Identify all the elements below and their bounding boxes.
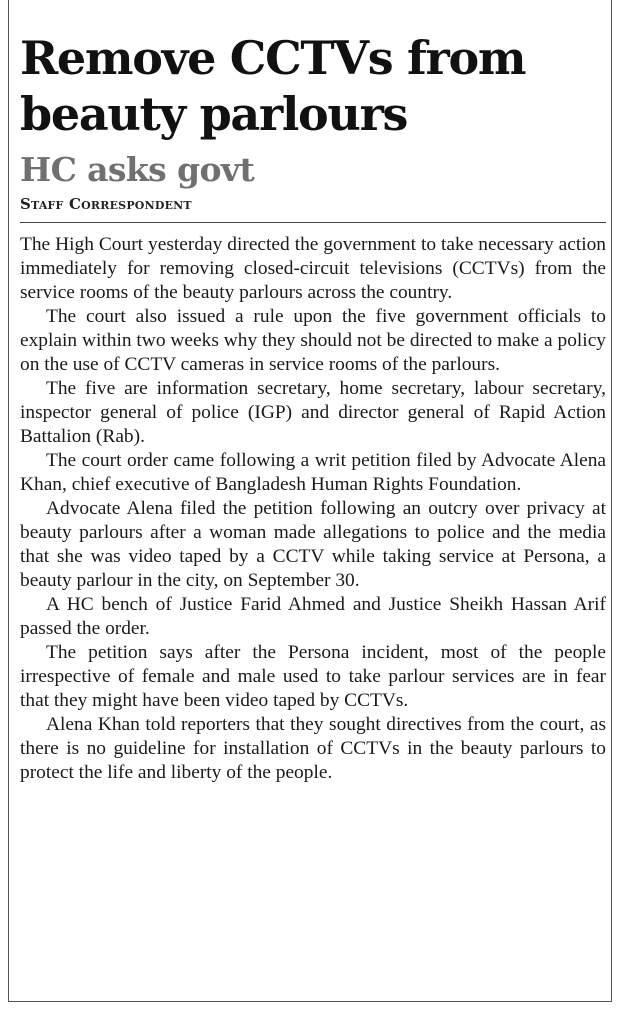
news-clipping [8, 0, 612, 1002]
byline-divider [20, 222, 606, 223]
paragraph-1: The High Court yesterday directed the government to take necessary action immediately for removing closed-circuit televisions (CCTVs) from the service rooms of the beauty parlours across the country. [20, 234, 606, 303]
headline: Remove CCTVs from beauty parlours [20, 31, 526, 141]
article [20, 30, 606, 785]
subheadline: HC asks govt [20, 150, 255, 189]
paragraph-4: The court order came following a writ petition filed by Advocate Alena Khan, chief executive of Bangladesh Human Rights Foundation. [20, 450, 606, 495]
paragraph-3: The five are information secretary, home secretary, labour secretary, inspector general of police (IGP) and director general of Rapid Action Battalion (Rab). [20, 378, 606, 447]
byline: Staff Correspondent [20, 195, 192, 213]
paragraph-7: The petition says after the Persona incident, most of the people irrespective of female and male used to take parlour services are in fear that they might have been video taped by CCTVs. [20, 642, 606, 711]
paragraph-5: Advocate Alena filed the petition following an outcry over privacy at beauty parlours after a woman made allegations to police and the media that she was video taped by a CCTV while taking service at Persona, a beauty parlour in the city, on September 30. [20, 498, 606, 591]
paragraph-6: A HC bench of Justice Farid Ahmed and Justice Sheikh Hassan Arif passed the order. [20, 594, 606, 639]
paragraph-2: The court also issued a rule upon the five government officials to explain within two weeks why they should not be directed to make a policy on the use of CCTV cameras in service rooms of the parlours. [20, 306, 606, 375]
article-body [20, 233, 606, 785]
paragraph-8: Alena Khan told reporters that they sought directives from the court, as there is no guideline for installation of CCTVs in the beauty parlours to protect the life and liberty of the people. [20, 714, 606, 783]
